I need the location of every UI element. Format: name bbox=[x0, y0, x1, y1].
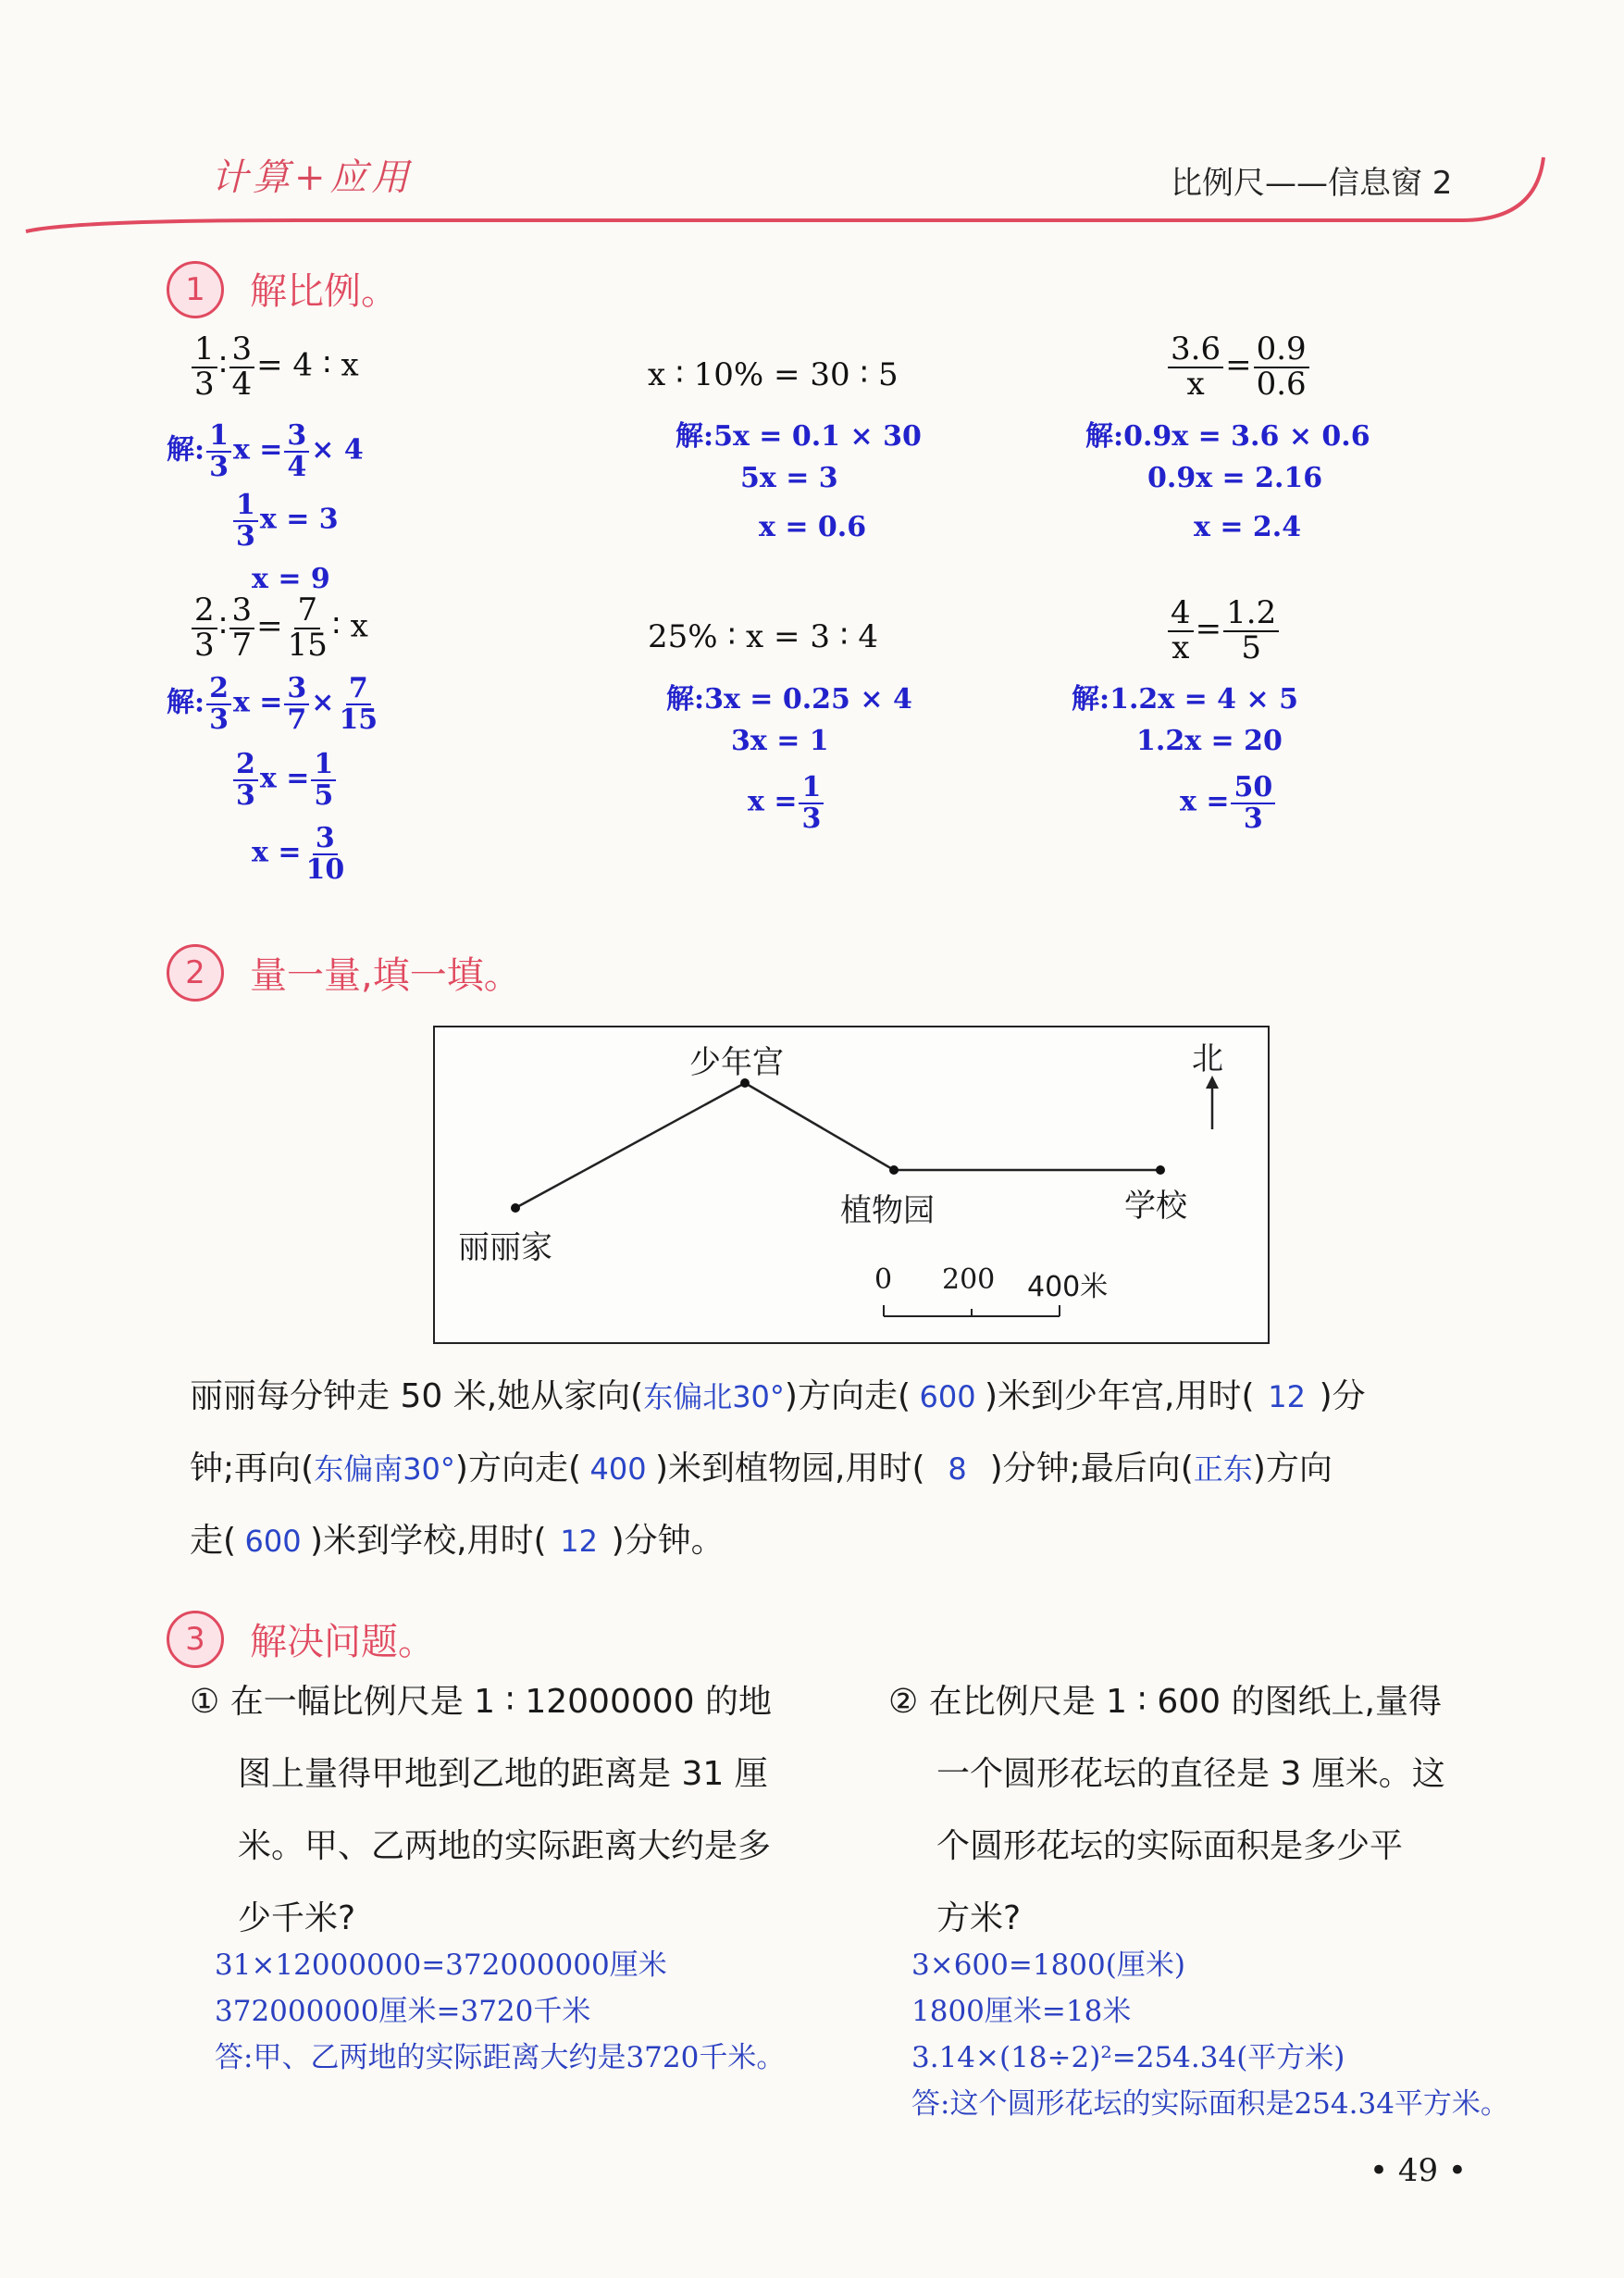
problem-1-step-2: $\frac{1}{3}$ x = 3 bbox=[231, 491, 339, 551]
problem-1-question: $\frac{1}{3}$ ∶ $\frac{3}{4}$ = 4 ∶ x bbox=[190, 333, 359, 401]
route-map bbox=[433, 1026, 1270, 1344]
problem-4-step-3: x = $\frac{3}{10}$ bbox=[252, 822, 345, 886]
problem-5-step-2: 3x = 1 bbox=[731, 725, 829, 757]
fill-line-2: 钟;再向(东偏南30°)方向走( 400 )米到植物园,用时( 8 )分钟;最后向(正东)方向 bbox=[190, 1433, 1541, 1505]
problem-4-question: $\frac{2}{3}$ ∶ $\frac{3}{7}$ = $\frac{7}{15}$ ∶ x bbox=[190, 594, 368, 662]
problem-6-step-3: x = $\frac{50}{3}$ bbox=[1180, 773, 1277, 833]
problem-1-step-1: 解: $\frac{1}{3}$ x = $\frac{3}{4}$ × 4 bbox=[167, 419, 364, 483]
question-2-solution: 3×600=1800(厘米) 1800厘米=18米 3.14×(18÷2)²=254.34(平方米) 答:这个圆形花坛的实际面积是254.34平方米。 bbox=[911, 1948, 1509, 2121]
problem-6-step-2: 1.2x = 20 bbox=[1136, 725, 1283, 757]
problem-1-step-3: x = 9 bbox=[252, 563, 330, 595]
problem-2-question: x ∶ 10% = 30 ∶ 5 bbox=[648, 356, 899, 393]
header-divider bbox=[19, 139, 1555, 241]
question-1: ① 在一幅比例尺是 1 ∶ 12000000 的地 图上量得甲地到乙地的距离是 31 厘 米。甲、乙两地的实际距离大约是多 少千米? bbox=[190, 1683, 773, 1937]
problem-2-step-1: 解:5x = 0.1 × 30 bbox=[676, 420, 922, 453]
place-school: 学校 bbox=[1124, 1188, 1187, 1225]
place-botanical-garden: 植物园 bbox=[840, 1192, 935, 1229]
problem-5-step-3: x = $\frac{1}{3}$ bbox=[748, 773, 825, 833]
question-1-solution: 31×12000000=372000000厘米 372000000厘米=3720千米 答:甲、乙两地的实际距离大约是3720千米。 bbox=[215, 1948, 786, 2074]
place-youth-palace: 少年宫 bbox=[689, 1044, 784, 1081]
north-label: 北 bbox=[1192, 1040, 1223, 1077]
answer-direction-2[interactable]: 东偏南30° bbox=[314, 1451, 455, 1487]
section-label: 比例尺——信息窗 2 bbox=[1171, 165, 1453, 202]
problem-6-step-1: 解:1.2x = 4 × 5 bbox=[1072, 683, 1298, 716]
fill-line-1: 丽丽每分钟走 50 米,她从家向(东偏北30°)方向走( 600 )米到少年宫,用时( 12 )分 bbox=[190, 1361, 1541, 1433]
answer-distance-3[interactable]: 600 bbox=[244, 1524, 302, 1559]
problem-4-step-2: $\frac{2}{3}$ x = $\frac{1}{5}$ bbox=[231, 750, 338, 810]
problem-4-step-1: 解: $\frac{2}{3}$ x = $\frac{3}{7}$ × $\frac{7}{15}$ bbox=[167, 672, 378, 736]
section-2-title: 量一量,填一填。 bbox=[250, 954, 521, 997]
problem-3-step-3: x = 2.4 bbox=[1194, 511, 1302, 543]
answer-time-3[interactable]: 12 bbox=[560, 1524, 598, 1559]
chapter-label: 计算+应用 bbox=[211, 156, 414, 199]
answer-distance-1[interactable]: 600 bbox=[919, 1379, 976, 1414]
answer-time-2[interactable]: 8 bbox=[948, 1451, 967, 1487]
section-2-badge: 2 bbox=[167, 944, 224, 1002]
problem-5-step-1: 解:3x = 0.25 × 4 bbox=[666, 683, 912, 716]
place-lili-home: 丽丽家 bbox=[458, 1229, 552, 1266]
question-2: ② 在比例尺是 1 ∶ 600 的图纸上,量得 一个圆形花坛的直径是 3 厘米。这 个圆形花坛的实际面积是多少平 方米? bbox=[888, 1683, 1445, 1937]
section-1-badge: 1 bbox=[167, 261, 224, 318]
section-3-badge: 3 bbox=[167, 1611, 224, 1668]
fill-line-3: 走( 600 )米到学校,用时( 12 )分钟。 bbox=[190, 1505, 1541, 1577]
problem-3-step-2: 0.9x = 2.16 bbox=[1147, 462, 1323, 494]
scale-label-200: 200 bbox=[942, 1263, 996, 1296]
section-1-title: 解比例。 bbox=[250, 270, 398, 313]
answer-direction-3[interactable]: 正东 bbox=[1193, 1451, 1253, 1487]
answer-direction-1[interactable]: 东偏北30° bbox=[643, 1379, 785, 1414]
answer-time-1[interactable]: 12 bbox=[1268, 1379, 1306, 1414]
problem-5-question: 25% ∶ x = 3 ∶ 4 bbox=[648, 618, 879, 655]
page-number: • 49 • bbox=[1370, 2152, 1467, 2189]
scale-label-400: 400米 bbox=[1027, 1271, 1109, 1303]
scale-label-0: 0 bbox=[874, 1263, 893, 1296]
section-3-title: 解决问题。 bbox=[250, 1621, 435, 1663]
answer-distance-2[interactable]: 400 bbox=[589, 1451, 647, 1487]
problem-3-step-1: 解:0.9x = 3.6 × 0.6 bbox=[1085, 420, 1370, 453]
problem-3-question: $\frac{3.6}{x}$ = $\frac{0.9}{0.6}$ bbox=[1166, 333, 1311, 401]
problem-2-step-3: x = 0.6 bbox=[759, 511, 867, 543]
problem-2-step-2: 5x = 3 bbox=[740, 462, 838, 494]
problem-6-question: $\frac{4}{x}$ = $\frac{1.2}{5}$ bbox=[1166, 597, 1281, 665]
fill-paragraph bbox=[190, 1361, 1541, 1577]
